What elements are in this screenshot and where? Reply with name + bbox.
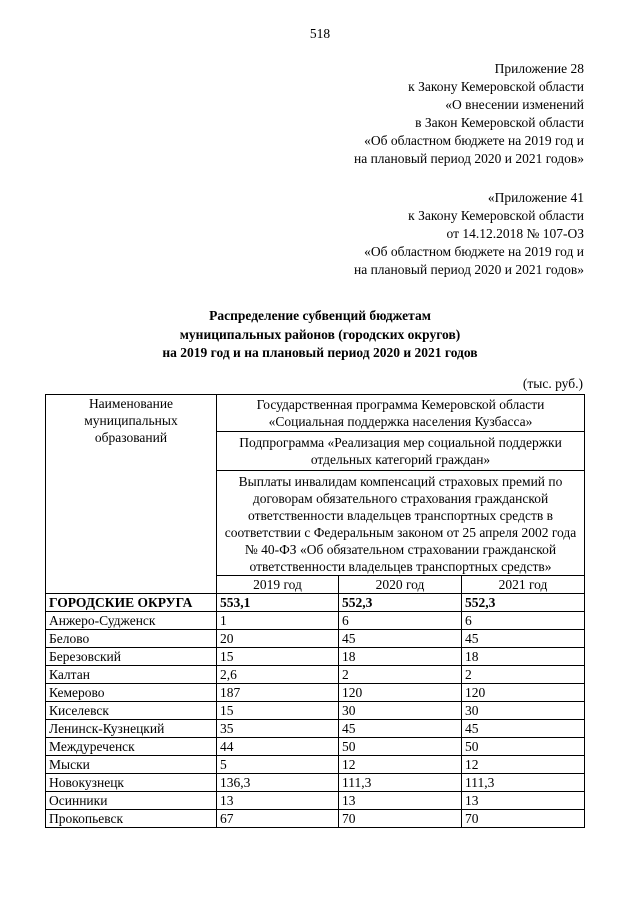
appendix-line: на плановый период 2020 и 2021 годов»: [353, 151, 584, 166]
row-name: Прокопьевск: [46, 810, 217, 828]
value-2021: 552,3: [462, 594, 585, 612]
value-2020: 12: [339, 756, 462, 774]
value-2021: 50: [462, 738, 585, 756]
value-2021: 13: [462, 792, 585, 810]
value-2020: 120: [339, 684, 462, 702]
value-2020: 2: [339, 666, 462, 684]
value-2019: 20: [217, 630, 339, 648]
table-row: [46, 810, 585, 828]
row-name: Анжеро-Судженск: [46, 612, 217, 630]
value-2020: 70: [339, 810, 462, 828]
subprogram-header: Подпрограмма «Реализация мер социальной поддержки отдельных категорий граждан»: [217, 432, 585, 471]
value-2019: 187: [217, 684, 339, 702]
value-2020: 13: [339, 792, 462, 810]
table-row: [46, 792, 585, 810]
row-name: Междуреченск: [46, 738, 217, 756]
table-row: [46, 774, 585, 792]
table-row: [46, 666, 585, 684]
table-row: [46, 684, 585, 702]
page-number: 518: [309, 26, 331, 41]
year-2020-header: 2020 год: [339, 576, 462, 594]
value-2020: 552,3: [339, 594, 462, 612]
title-line: муниципальных районов (городских округов): [179, 326, 461, 342]
appendix-line: на плановый период 2020 и 2021 годов»: [353, 262, 584, 277]
value-2021: 6: [462, 612, 585, 630]
table-row: [46, 612, 585, 630]
value-2021: 2: [462, 666, 585, 684]
document-title: [0, 307, 640, 363]
value-2019: 2,6: [217, 666, 339, 684]
value-2021: 45: [462, 720, 585, 738]
value-2021: 120: [462, 684, 585, 702]
row-name: Мыски: [46, 756, 217, 774]
value-2019: 13: [217, 792, 339, 810]
appendix-line: «Об областном бюджете на 2019 год и: [364, 133, 584, 148]
title-line: на 2019 год и на плановый период 2020 и 2021 годов: [162, 345, 478, 360]
measure-header: Выплаты инвалидам компенсаций страховых премий по договорам обязательного страхования гражданской ответственности владельцев транспортных средств в соответствии с Федеральным законом от 25 апреля 2002 года № 40-ФЗ «Об обязательном страховании гражданской ответственности владельцев транспортных средств»: [217, 471, 585, 576]
appendix-line: «О внесении изменений: [445, 97, 584, 112]
value-2019: 35: [217, 720, 339, 738]
value-2021: 45: [462, 630, 585, 648]
title-line: Распределение субвенций бюджетам: [209, 308, 431, 323]
units-label: (тыс. руб.): [522, 376, 583, 391]
appendix-line: «Об областном бюджете на 2019 год и: [364, 244, 584, 259]
value-2020: 6: [339, 612, 462, 630]
appendix-block-2: [354, 189, 584, 279]
program-header: Государственная программа Кемеровской области «Социальная поддержка населения Кузбасса»: [217, 395, 585, 432]
year-2019-header: 2019 год: [217, 576, 339, 594]
value-2019: 1: [217, 612, 339, 630]
row-name: Осинники: [46, 792, 217, 810]
row-name: Новокузнецк: [46, 774, 217, 792]
appendix-line: к Закону Кемеровской области: [408, 208, 584, 223]
value-2021: 18: [462, 648, 585, 666]
value-2019: 5: [217, 756, 339, 774]
row-name: Березовский: [46, 648, 217, 666]
total-row: [46, 594, 585, 612]
appendix-line: от 14.12.2018 № 107-ОЗ: [446, 226, 584, 241]
table-row: [46, 738, 585, 756]
row-name: Калтан: [46, 666, 217, 684]
table-row: [46, 756, 585, 774]
value-2019: 136,3: [217, 774, 339, 792]
subvention-table: [45, 394, 585, 828]
value-2020: 111,3: [339, 774, 462, 792]
row-name: Белово: [46, 630, 217, 648]
value-2021: 70: [462, 810, 585, 828]
table-row: [46, 702, 585, 720]
value-2021: 12: [462, 756, 585, 774]
appendix-block-1: [354, 60, 584, 168]
value-2020: 18: [339, 648, 462, 666]
value-2019: 15: [217, 648, 339, 666]
table-row: [46, 648, 585, 666]
row-name: Ленинск-Кузнецкий: [46, 720, 217, 738]
value-2020: 50: [339, 738, 462, 756]
value-2020: 45: [339, 720, 462, 738]
appendix-line: в Закон Кемеровской области: [415, 115, 584, 130]
value-2021: 111,3: [462, 774, 585, 792]
value-2019: 553,1: [217, 594, 339, 612]
appendix-line: «Приложение 41: [487, 190, 584, 205]
value-2019: 15: [217, 702, 339, 720]
row-name: Киселевск: [46, 702, 217, 720]
appendix-line: Приложение 28: [494, 61, 584, 76]
name-column-header: Наименование муниципальных образований: [46, 395, 217, 594]
row-name: ГОРОДСКИЕ ОКРУГА: [46, 594, 217, 612]
value-2020: 45: [339, 630, 462, 648]
value-2019: 44: [217, 738, 339, 756]
value-2020: 30: [339, 702, 462, 720]
appendix-line: к Закону Кемеровской области: [408, 79, 584, 94]
row-name: Кемерово: [46, 684, 217, 702]
table-row: [46, 630, 585, 648]
table-row: [46, 720, 585, 738]
value-2019: 67: [217, 810, 339, 828]
year-2021-header: 2021 год: [462, 576, 585, 594]
value-2021: 30: [462, 702, 585, 720]
